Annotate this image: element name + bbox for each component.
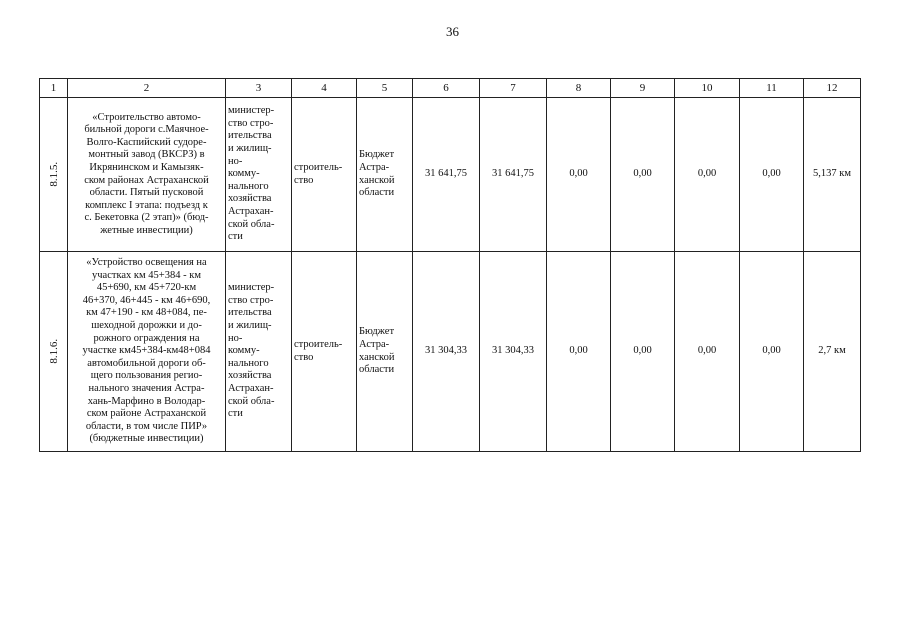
work-type-cell: строитель- ство <box>292 98 357 252</box>
header-cell-12: 12 <box>804 79 861 98</box>
executor-cell: министер- ство стро- ительства и жилищ- но- комму- нального хозяйства Астрахан- ской обла- сти <box>226 252 292 452</box>
col9-value: 0,00 <box>611 252 675 452</box>
page-number: 36 <box>446 24 459 39</box>
header-cell-5: 5 <box>357 79 413 98</box>
header-cell-7: 7 <box>480 79 547 98</box>
col6-value: 31 304,33 <box>413 252 480 452</box>
col10-value: 0,00 <box>675 252 740 452</box>
header-cell-11: 11 <box>740 79 804 98</box>
header-cell-10: 10 <box>675 79 740 98</box>
work-type-cell: строитель- ство <box>292 252 357 452</box>
row-number: 8.1.6. <box>48 338 61 364</box>
col12-value: 5,137 км <box>804 98 861 252</box>
col7-value: 31 641,75 <box>480 98 547 252</box>
investment-table <box>39 78 861 452</box>
col6-value: 31 641,75 <box>413 98 480 252</box>
row-number: 8.1.5. <box>48 161 61 187</box>
table-row <box>40 252 861 452</box>
header-cell-6: 6 <box>413 79 480 98</box>
table-row <box>40 98 861 252</box>
executor-cell: министер- ство стро- ительства и жилищ- но- комму- нального хозяйства Астрахан- ской обла- сти <box>226 98 292 252</box>
header-cell-2: 2 <box>68 79 226 98</box>
object-name-cell: «Строительство автомо- бильной дороги с.Маячное- Волго-Каспийский судоре- монтный завод (ВКСРЗ) в Икрянинском и Камызяк- ском районах Астраханской области. Пятый пусковой комплекс I этапа: подъезд к с. Бекетовка (2 этап)» (бюд- жетные инвестиции) <box>68 98 226 252</box>
header-row <box>40 79 861 98</box>
col8-value: 0,00 <box>547 252 611 452</box>
header-cell-8: 8 <box>547 79 611 98</box>
col12-value: 2,7 км <box>804 252 861 452</box>
col11-value: 0,00 <box>740 252 804 452</box>
col11-value: 0,00 <box>740 98 804 252</box>
col9-value: 0,00 <box>611 98 675 252</box>
header-cell-4: 4 <box>292 79 357 98</box>
header-cell-3: 3 <box>226 79 292 98</box>
object-name-cell: «Устройство освещения на участках км 45+384 - км 45+690, км 45+720-км 46+370, 46+445 - км 46+690, км 47+190 - км 48+084, пе- шеходной дорожки и до- рожного ограждения на участке км45+384-км48+084 автомобильной дороги об- щего пользования регио- нального значения Астра- хань-Марфино в Володар- ском районе Астраханской области, в том числе ПИР» (бюджетные инвестиции) <box>68 252 226 452</box>
funding-source-cell: Бюджет Астра- ханской области <box>357 252 413 452</box>
col7-value: 31 304,33 <box>480 252 547 452</box>
funding-source-cell: Бюджет Астра- ханской области <box>357 98 413 252</box>
col8-value: 0,00 <box>547 98 611 252</box>
row-number-cell <box>40 252 68 452</box>
col10-value: 0,00 <box>675 98 740 252</box>
header-cell-9: 9 <box>611 79 675 98</box>
header-cell-1: 1 <box>40 79 68 98</box>
row-number-cell <box>40 98 68 252</box>
